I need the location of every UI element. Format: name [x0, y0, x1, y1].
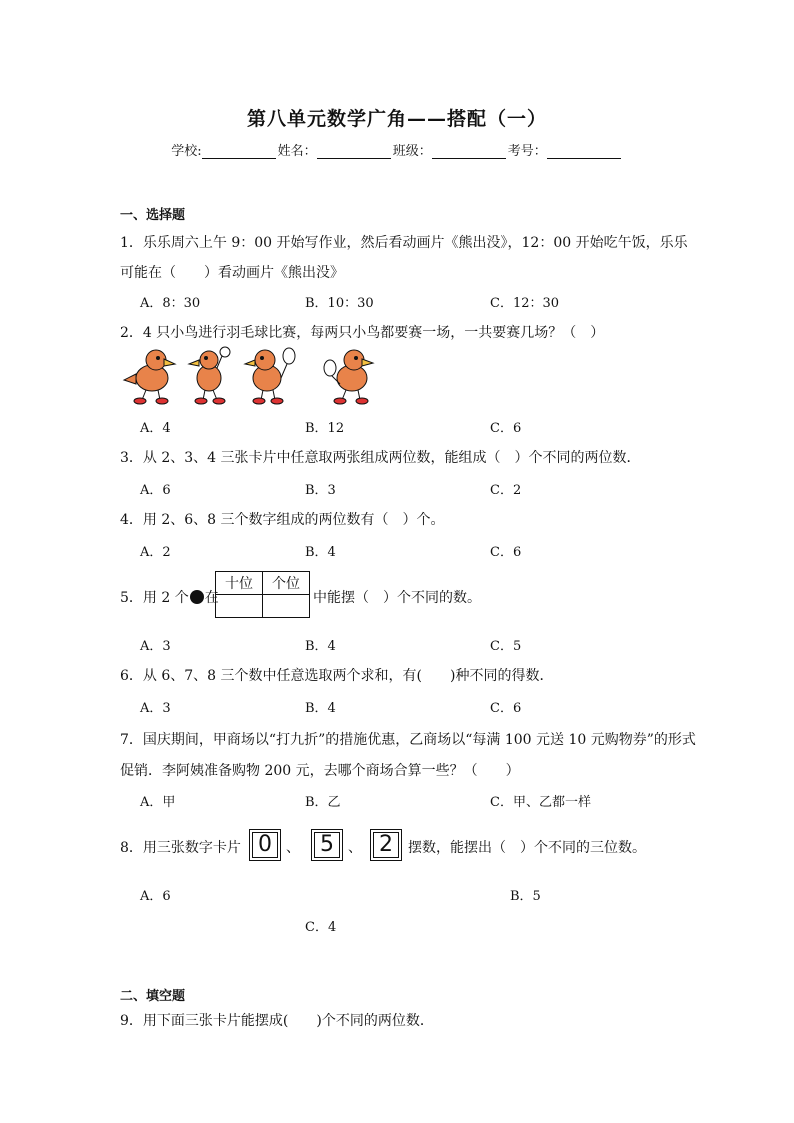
- q4-option-b[interactable]: B．4: [305, 545, 336, 560]
- bird-illustration-1: [120, 344, 178, 406]
- tens-cell: [216, 595, 263, 618]
- school-blank: [202, 144, 276, 159]
- q8-separator-1: 、: [286, 840, 300, 856]
- question-8-suffix: 摆数，能摆出（ ）个不同的三位数。: [408, 840, 646, 856]
- question-7-line2: 促销．李阿姨准备购物 200 元，去哪个商场合算一些？（ ）: [120, 763, 520, 779]
- question-5-prefix: [120, 587, 219, 607]
- class-label: 班级：: [392, 144, 432, 159]
- q7-option-a[interactable]: A．甲: [140, 795, 176, 810]
- ones-cell: [263, 595, 310, 618]
- question-1-line2: 可能在（ ）看动画片《熊出没》: [120, 265, 344, 281]
- q1-option-b[interactable]: B．10：30: [305, 296, 374, 311]
- number-card-2: 2: [370, 829, 402, 861]
- q8-option-a[interactable]: A．6: [140, 889, 171, 904]
- q4-option-c[interactable]: C．6: [490, 545, 522, 560]
- q8-option-b[interactable]: B．5: [510, 889, 541, 904]
- question-9: 9．用下面三张卡片能摆成( )个不同的两位数．: [120, 1013, 434, 1029]
- q6-option-a[interactable]: A．3: [140, 701, 171, 716]
- school-label: 学校:: [171, 144, 202, 159]
- ones-header: 个位: [263, 572, 310, 595]
- black-dot-icon: [190, 590, 204, 604]
- q8-option-c[interactable]: C．4: [305, 920, 337, 935]
- question-7-line1: 7．国庆期间，甲商场以“打九折”的措施优惠，乙商场以“每满 100 元送 10 元购物券”的形式: [120, 732, 696, 748]
- q1-option-c[interactable]: C．12：30: [490, 296, 560, 311]
- class-blank: [432, 144, 506, 159]
- student-info: [0, 140, 794, 159]
- q5-prefix-text: 5．用 2 个: [120, 590, 189, 606]
- q5-option-a[interactable]: A．3: [140, 639, 171, 654]
- q3-option-a[interactable]: A．6: [140, 483, 171, 498]
- q5-option-b[interactable]: B．4: [305, 639, 336, 654]
- q8-separator-2: 、: [348, 840, 362, 856]
- tens-header: 十位: [216, 572, 263, 595]
- q4-option-a[interactable]: A．2: [140, 545, 171, 560]
- name-label: 姓名：: [277, 144, 317, 159]
- q2-option-c[interactable]: C．6: [490, 421, 522, 436]
- q5-option-c[interactable]: C．5: [490, 639, 522, 654]
- question-4: 4．用 2、6、8 三个数字组成的两位数有（ ）个。: [120, 512, 445, 528]
- q7-option-c[interactable]: C．甲、乙都一样: [490, 795, 591, 810]
- q3-option-b[interactable]: B．3: [305, 483, 336, 498]
- exam-no-blank: [547, 144, 621, 159]
- section-heading-fill-blank: 二、填空题: [120, 989, 186, 1004]
- q2-option-a[interactable]: A．4: [140, 421, 171, 436]
- q7-option-b[interactable]: B．乙: [305, 795, 341, 810]
- question-2: 2．4 只小鸟进行羽毛球比赛，每两只小鸟都要赛一场，一共要赛几场？（ ）: [120, 325, 605, 341]
- exam-no-label: 考号：: [507, 144, 547, 159]
- place-value-table: [215, 571, 310, 618]
- name-blank: [317, 144, 391, 159]
- question-5-suffix: 中能摆（ ）个不同的数。: [313, 590, 481, 606]
- number-card-5: 5: [311, 829, 343, 861]
- bird-illustration-4: [320, 344, 378, 406]
- q3-option-c[interactable]: C．2: [490, 483, 522, 498]
- number-card-0: 0: [249, 829, 281, 861]
- bird-illustration-3: [243, 344, 299, 406]
- q1-option-a[interactable]: A．8：30: [140, 296, 201, 311]
- section-heading-choice: 一、选择题: [120, 208, 186, 223]
- question-8-prefix: 8．用三张数字卡片: [120, 840, 241, 856]
- question-6: 6．从 6、7、8 三个数中任意选取两个求和，有( )种不同的得数．: [120, 668, 554, 684]
- page-title: 第八单元数学广角——搭配（一）: [246, 108, 547, 130]
- q6-option-c[interactable]: C．6: [490, 701, 522, 716]
- bird-illustration-2: [185, 344, 235, 406]
- question-1-line1: 1．乐乐周六上午 9：00 开始写作业，然后看动画片《熊出没》，12：00 开始吃午饭，乐乐: [120, 235, 688, 251]
- q6-option-b[interactable]: B．4: [305, 701, 336, 716]
- q5-mid-text: 在: [204, 590, 219, 606]
- q2-option-b[interactable]: B．12: [305, 421, 345, 436]
- question-3: 3．从 2、3、4 三张卡片中任意取两张组成两位数，能组成（ ）个不同的两位数．: [120, 450, 641, 466]
